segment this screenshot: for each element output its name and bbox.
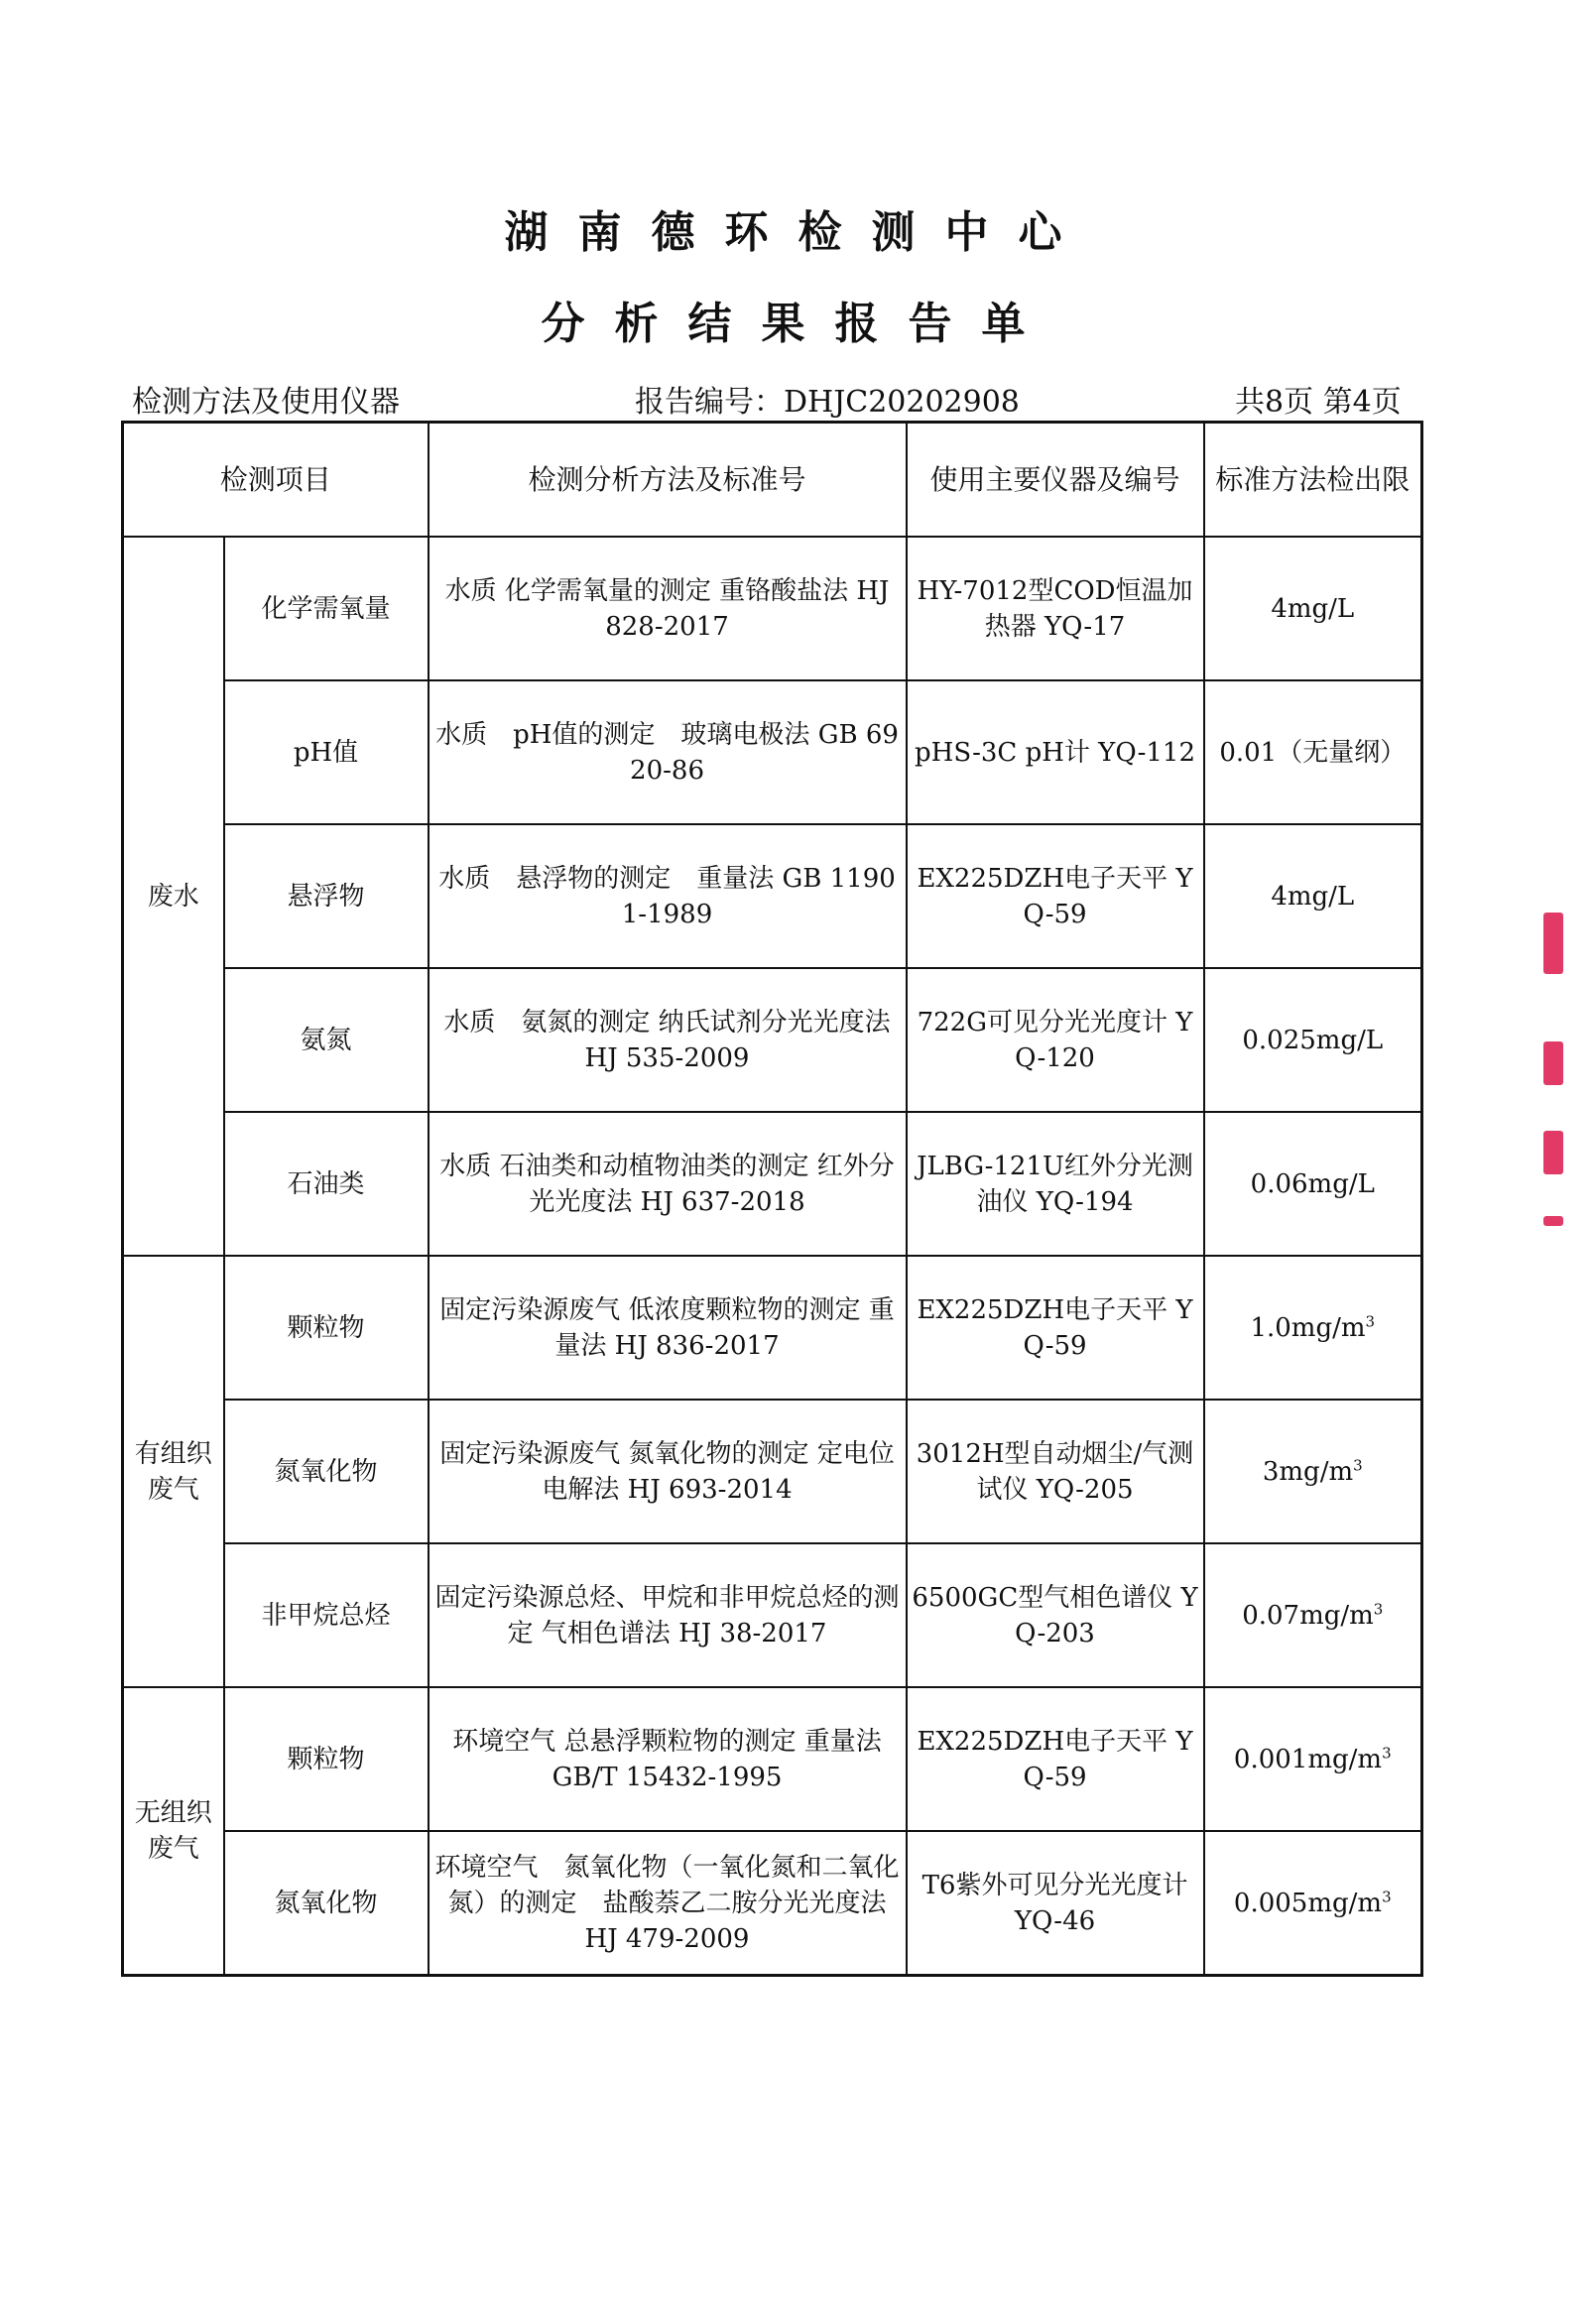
- limit-cell: 0.025mg/L: [1204, 968, 1422, 1112]
- instrument-cell: 6500GC型气相色谱仪 YQ-203: [907, 1543, 1204, 1687]
- limit-value: 3mg/m: [1262, 1456, 1354, 1487]
- limit-exponent: 3: [1365, 1311, 1376, 1330]
- method-cell: 固定污染源废气 氮氧化物的测定 定电位电解法 HJ 693-2014: [429, 1400, 907, 1543]
- header-limit: 标准方法检出限: [1204, 423, 1422, 538]
- table-row: [123, 1256, 1422, 1400]
- item-cell: 化学需氧量: [224, 537, 429, 680]
- category-cell: 无组织废气: [123, 1687, 224, 1976]
- seal-fragment: [1543, 1041, 1563, 1085]
- item-cell: 悬浮物: [224, 824, 429, 968]
- limit-cell: 0.01（无量纲）: [1204, 680, 1422, 824]
- item-cell: pH值: [224, 680, 429, 824]
- method-cell: 水质 pH值的测定 玻璃电极法 GB 6920-86: [429, 680, 907, 824]
- limit-cell: 0.06mg/L: [1204, 1112, 1422, 1256]
- table-row: [123, 1543, 1422, 1687]
- instrument-cell: 722G可见分光光度计 YQ-120: [907, 968, 1204, 1112]
- header-item: 检测项目: [123, 423, 429, 538]
- limit-cell: [1204, 1400, 1422, 1543]
- table-row: [123, 1687, 1422, 1831]
- limit-exponent: 3: [1373, 1599, 1384, 1618]
- method-cell: 水质 化学需氧量的测定 重铬酸盐法 HJ 828-2017: [429, 537, 907, 680]
- seal-fragment: [1543, 913, 1563, 974]
- item-cell: 颗粒物: [224, 1687, 429, 1831]
- category-cell: 有组织废气: [123, 1256, 224, 1687]
- limit-exponent: 3: [1382, 1743, 1392, 1762]
- item-cell: 氮氧化物: [224, 1400, 429, 1543]
- instrument-cell: EX225DZH电子天平 YQ-59: [907, 1256, 1204, 1400]
- method-cell: 水质 氨氮的测定 纳氏试剂分光光度法 HJ 535-2009: [429, 968, 907, 1112]
- page-indicator: 共8页 第4页: [1235, 385, 1402, 420]
- limit-exponent: 3: [1382, 1887, 1392, 1905]
- instrument-cell: EX225DZH电子天平 YQ-59: [907, 824, 1204, 968]
- method-cell: 环境空气 总悬浮颗粒物的测定 重量法 GB/T 15432-1995: [429, 1687, 907, 1831]
- limit-cell: [1204, 1256, 1422, 1400]
- seal-fragment: [1543, 1131, 1563, 1174]
- table-header-row: [123, 423, 1422, 538]
- instrument-cell: EX225DZH电子天平 YQ-59: [907, 1687, 1204, 1831]
- header-method: 检测分析方法及标准号: [429, 423, 907, 538]
- category-cell: 废水: [123, 537, 224, 1256]
- limit-value: 0.07mg/m: [1242, 1600, 1374, 1631]
- report-title: 分析结果报告单: [541, 299, 1055, 349]
- section-label: 检测方法及使用仪器: [132, 385, 400, 420]
- table-row: [123, 680, 1422, 824]
- instrument-cell: 3012H型自动烟尘/气测试仪 YQ-205: [907, 1400, 1204, 1543]
- header-instrument: 使用主要仪器及编号: [907, 423, 1204, 538]
- table-row: [123, 537, 1422, 680]
- limit-cell: 4mg/L: [1204, 824, 1422, 968]
- limit-value: 0.001mg/m: [1233, 1744, 1383, 1774]
- table-row: [123, 968, 1422, 1112]
- seal-fragment: [1543, 1216, 1563, 1226]
- item-cell: 非甲烷总烃: [224, 1543, 429, 1687]
- limit-cell: [1204, 1831, 1422, 1976]
- table-row: [123, 824, 1422, 968]
- instrument-cell: JLBG-121U红外分光测油仪 YQ-194: [907, 1112, 1204, 1256]
- instrument-cell: T6紫外可见分光光度计 YQ-46: [907, 1831, 1204, 1976]
- methods-table: [121, 421, 1423, 1977]
- limit-cell: [1204, 1543, 1422, 1687]
- limit-value: 1.0mg/m: [1250, 1312, 1366, 1343]
- method-cell: 固定污染源总烃、甲烷和非甲烷总烃的测定 气相色谱法 HJ 38-2017: [429, 1543, 907, 1687]
- limit-cell: 4mg/L: [1204, 537, 1422, 680]
- method-cell: 水质 悬浮物的测定 重量法 GB 11901-1989: [429, 824, 907, 968]
- center-title: 湖南德环检测中心: [504, 207, 1092, 258]
- method-cell: 环境空气 氮氧化物（一氧化氮和二氧化氮）的测定 盐酸萘乙二胺分光光度法 HJ 479-2009: [429, 1831, 907, 1976]
- item-cell: 石油类: [224, 1112, 429, 1256]
- table-row: [123, 1112, 1422, 1256]
- instrument-cell: HY-7012型COD恒温加热器 YQ-17: [907, 537, 1204, 680]
- limit-exponent: 3: [1353, 1455, 1363, 1474]
- method-cell: 固定污染源废气 低浓度颗粒物的测定 重量法 HJ 836-2017: [429, 1256, 907, 1400]
- item-cell: 氮氧化物: [224, 1831, 429, 1976]
- item-cell: 氨氮: [224, 968, 429, 1112]
- instrument-cell: pHS-3C pH计 YQ-112: [907, 680, 1204, 824]
- limit-value: 0.005mg/m: [1233, 1888, 1383, 1918]
- limit-cell: [1204, 1687, 1422, 1831]
- table-row: [123, 1400, 1422, 1543]
- method-cell: 水质 石油类和动植物油类的测定 红外分光光度法 HJ 637-2018: [429, 1112, 907, 1256]
- table-row: [123, 1831, 1422, 1976]
- report-number: 报告编号：DHJC20202908: [635, 385, 1020, 420]
- item-cell: 颗粒物: [224, 1256, 429, 1400]
